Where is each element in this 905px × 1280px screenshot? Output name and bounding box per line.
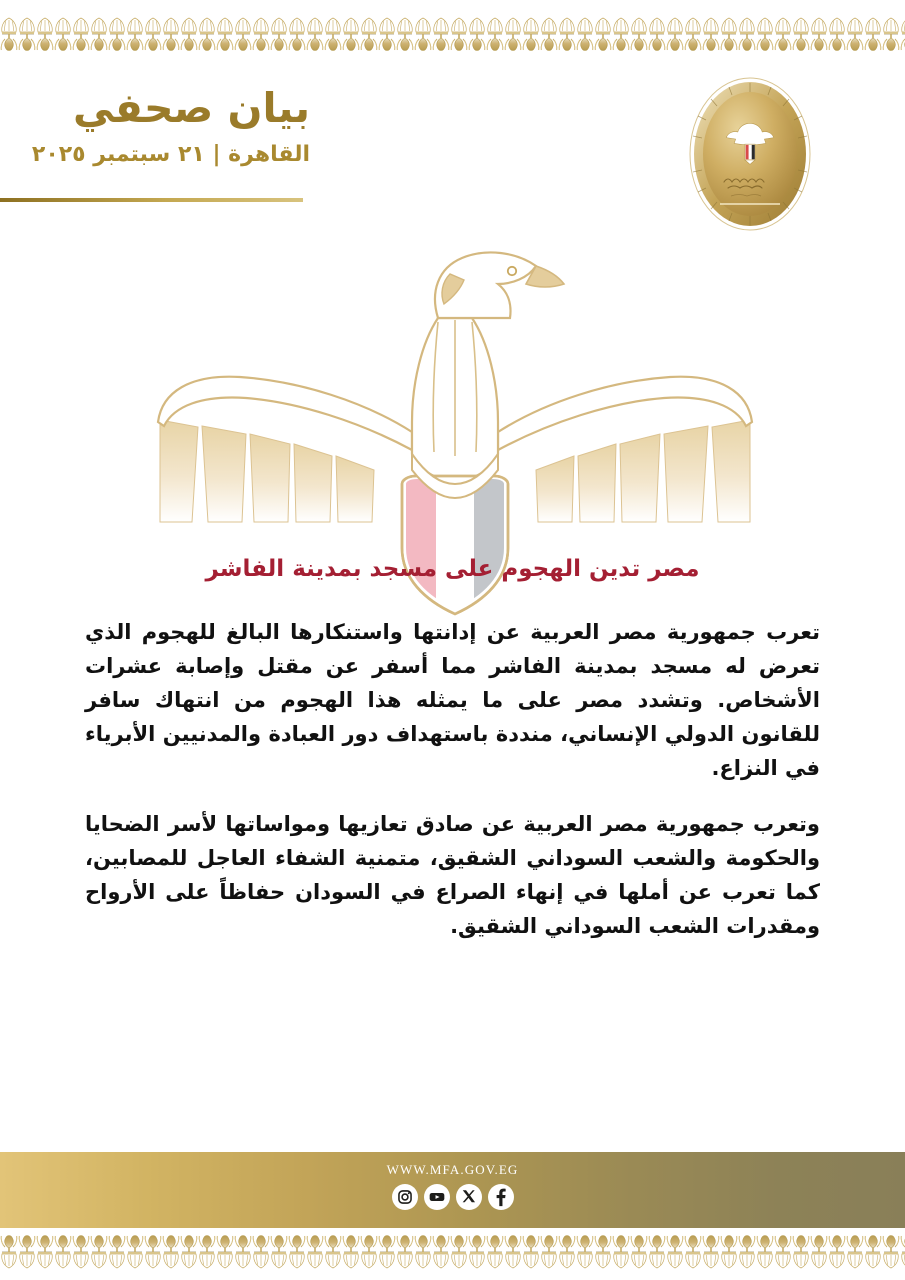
header-divider — [0, 198, 303, 202]
youtube-icon[interactable] — [424, 1184, 450, 1210]
statement-headline: مصر تدين الهجوم على مسجد بمدينة الفاشر — [205, 556, 700, 582]
statement-paragraph-1: تعرب جمهورية مصر العربية عن إدانتها واستنكارها البالغ للهجوم الذي تعرض له مسجد بمدينة الفاشر مما أسفر عن مقتل وإصابة عشرات الأشخاص. وتشدد مصر على ما يمثله هذا الهجوم من انتهاك سافر للقانون الدولي الإنساني، منددة باستهداف دور العبادة والمدنيين الأبرياء في النزاع. — [85, 619, 820, 780]
social-links — [0, 1184, 905, 1210]
statement-body — [0, 555, 905, 943]
ministry-seal-icon — [676, 70, 824, 238]
page-title: بيان صحفي — [73, 84, 310, 132]
bottom-ornament-border — [0, 1228, 905, 1274]
footer-band — [0, 1152, 905, 1228]
website-url[interactable]: WWW.MFA.GOV.EG — [386, 1162, 519, 1177]
statement-paragraph-2: وتعرب جمهورية مصر العربية عن صادق تعازيها ومواساتها لأسر الضحايا والحكومة والشعب السوداني الشقيق، متمنية الشفاء العاجل للمصابين، كما تعرب عن أملها في إنهاء الصراع في السودان حفاظاً على الأرواح ومقدرات الشعب السوداني الشقيق. — [85, 811, 820, 939]
instagram-icon[interactable] — [392, 1184, 418, 1210]
dateline: القاهرة | ٢١ سبتمبر ٢٠٢٥ — [31, 142, 310, 167]
top-ornament-border — [0, 12, 905, 58]
document-header — [0, 70, 905, 220]
facebook-icon[interactable] — [488, 1184, 514, 1210]
x-twitter-icon[interactable] — [456, 1184, 482, 1210]
